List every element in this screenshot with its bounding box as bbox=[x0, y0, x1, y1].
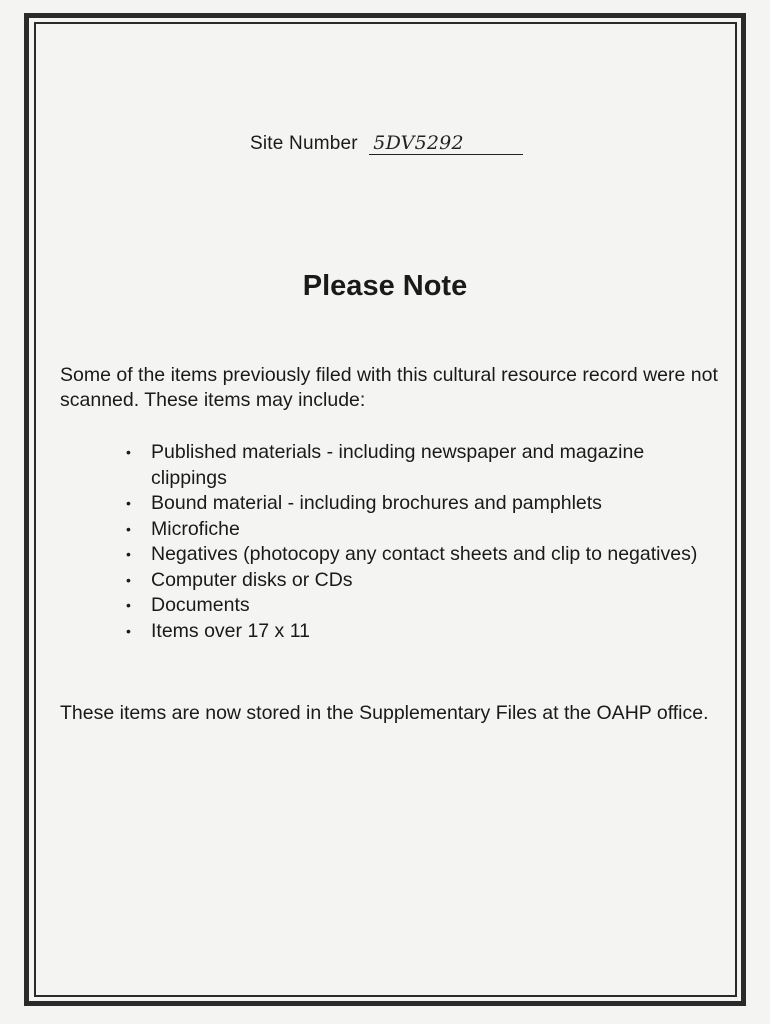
bullet-icon: • bbox=[126, 597, 131, 613]
list-item-text: Published materials - including newspaper and magazine clippings bbox=[151, 441, 645, 489]
list-item bbox=[124, 568, 704, 594]
list-item bbox=[124, 491, 704, 517]
list-item-text: Bound material - including brochures and pamphlets bbox=[151, 492, 602, 514]
list-item bbox=[124, 542, 704, 568]
bullet-icon: • bbox=[126, 495, 131, 511]
list-item bbox=[124, 593, 704, 619]
list-item-text: Negatives (photocopy any contact sheets and clip to negatives) bbox=[151, 543, 698, 565]
site-number-line bbox=[250, 132, 523, 155]
list-item bbox=[124, 440, 704, 491]
list-item bbox=[124, 619, 704, 645]
site-number-value: 5DV5292 bbox=[369, 132, 523, 155]
page-title: Please Note bbox=[302, 270, 468, 302]
bullet-icon: • bbox=[126, 444, 131, 460]
list-item-text: Documents bbox=[151, 594, 250, 616]
list-item bbox=[124, 517, 704, 543]
items-list bbox=[124, 440, 704, 644]
list-item-text: Computer disks or CDs bbox=[151, 568, 353, 591]
site-number-label: Site Number bbox=[250, 133, 358, 154]
bullet-icon: • bbox=[126, 520, 131, 537]
intro-paragraph: Some of the items previously filed with this cultural resource record were not scanned. These items may include: bbox=[60, 364, 718, 411]
bullet-icon: • bbox=[126, 622, 131, 639]
list-item-text: Microfiche bbox=[151, 517, 240, 540]
list-item-text: Items over 17 x 11 bbox=[151, 619, 310, 642]
bullet-icon: • bbox=[126, 546, 131, 562]
footer-paragraph: These items are now stored in the Supplementary Files at the OAHP office. bbox=[60, 702, 709, 724]
bullet-icon: • bbox=[126, 571, 131, 588]
